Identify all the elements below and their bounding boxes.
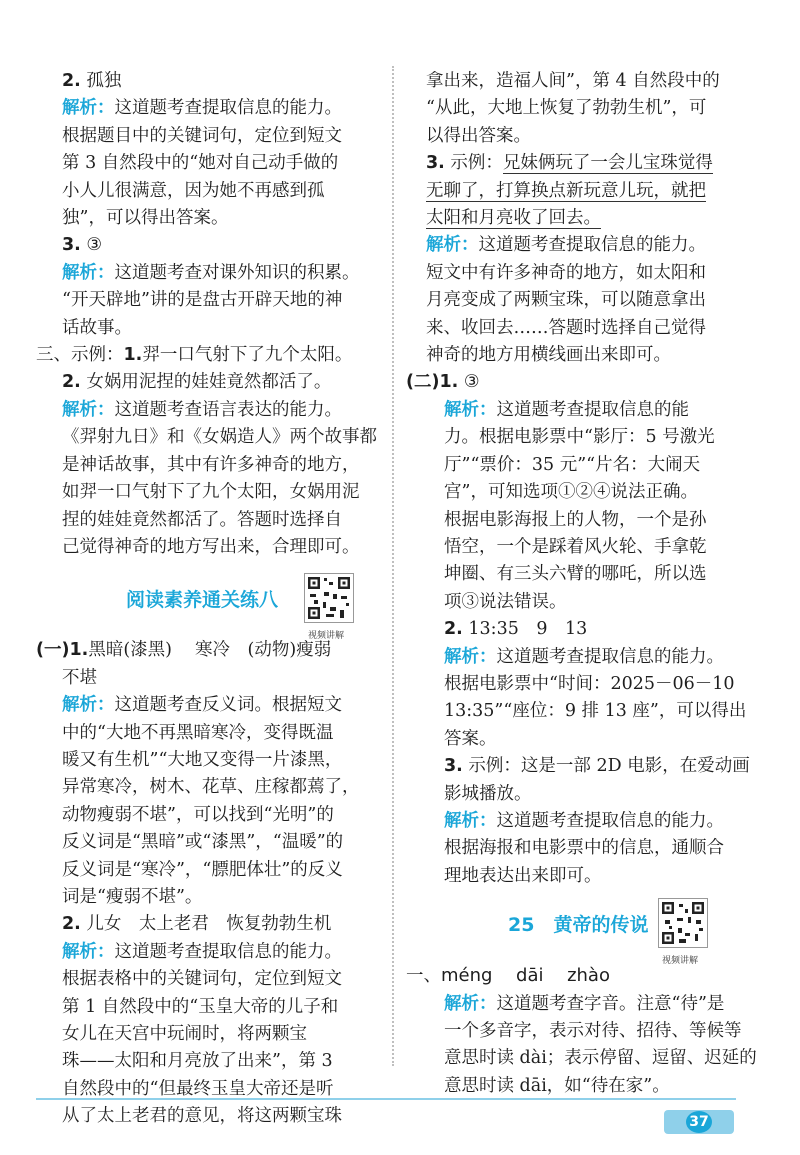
text-line: 一个多音字，表示对待、招待、等候等 xyxy=(444,1021,742,1041)
text-line: 影城播放。 xyxy=(444,783,532,804)
text-line: 意思时读 dài；表示停留、逗留、迟延的 xyxy=(444,1048,757,1069)
text-line: “开天辟地”讲的是盘古开辟天地的神 xyxy=(62,290,343,311)
text-line: 根据题目中的关键词句，定位到短文 xyxy=(62,125,342,146)
text-line: 答案。 xyxy=(444,728,497,749)
text-line: 拿出来，造福人间”，第 4 自然段中的 xyxy=(426,71,720,91)
text-line: 无聊了，打算换点新玩意儿玩，就把 xyxy=(426,180,706,201)
analysis-line: 解析：这道题考查字音。注意“待”是 xyxy=(444,993,725,1014)
analysis-line: 解析：这道题考查提取信息的能力。 xyxy=(426,235,706,256)
answer-line: 3. 示例：兄妹俩玩了一会儿宝珠觉得 xyxy=(426,153,713,174)
analysis-line: 解析：这道题考查提取信息的能力。 xyxy=(444,646,724,667)
text-line: 坤圈、有三头六臂的哪吒，所以选 xyxy=(444,564,707,585)
answer-line: 3. 示例：这是一部 2D 电影，在爱动画 xyxy=(444,756,750,777)
text-line: 项③说法错误。 xyxy=(444,591,567,612)
lesson-title: 25 黄帝的传说 xyxy=(508,914,649,937)
text-line: 第 3 自然段中的“她对自己动手做的 xyxy=(62,153,339,174)
text-line: 来、收回去……答题时选择自己觉得 xyxy=(426,317,706,338)
text-line: 13:35”“座位：9 排 13 座”，可以得出 xyxy=(444,701,747,722)
text-line: 己觉得神奇的地方写出来，合理即可。 xyxy=(62,536,360,557)
section-header xyxy=(36,573,381,642)
answer-line: 2. 13:35 9 13 xyxy=(444,619,588,640)
text-line: 第 1 自然段中的“玉皇大帝的儿子和 xyxy=(62,996,339,1017)
analysis-line: 解析：这道题考查语言表达的能力。 xyxy=(62,399,342,420)
analysis-line: 解析：这道题考查提取信息的能力。 xyxy=(62,941,342,962)
text-line: 暖又有生机”“大地又变得一片漆黑， xyxy=(62,749,343,770)
text-line: 厅”“票价：35 元”“片名：大闹天 xyxy=(444,454,701,475)
qr-label: 视频讲解 xyxy=(308,631,345,642)
analysis-line: 解析：这道题考查提取信息的能 xyxy=(444,399,689,420)
text-line: 词是“瘦弱不堪”。 xyxy=(62,886,203,907)
lesson-header xyxy=(418,898,768,967)
text-line: 中的“大地不再黑暗寒冷，变得既温 xyxy=(62,722,334,743)
answer-line: 2. 孤独 xyxy=(62,71,122,91)
text-line: 小人儿很满意，因为她不再感到孤 xyxy=(62,180,325,201)
text-line: 如羿一口气射下了九个太阳，女娲用泥 xyxy=(62,482,360,503)
text-line: “从此，大地上恢复了勃勃生机”，可 xyxy=(426,98,707,119)
answer-line: 3. ③ xyxy=(62,235,103,256)
text-line: 以得出答案。 xyxy=(426,125,531,146)
answer-line: 2. 儿女 太上老君 恢复勃勃生机 xyxy=(62,914,332,935)
text-line: 力。根据电影票中“影厅：5 号激光 xyxy=(444,427,715,448)
answer-line: (二)1. ③ xyxy=(406,372,480,393)
page-number-badge xyxy=(664,1110,734,1134)
text-line: 女儿在天宫中玩闹时，将两颗宝 xyxy=(62,1024,307,1044)
footer-rule xyxy=(36,1098,736,1100)
text-line: 太阳和月亮收了回去。 xyxy=(426,208,601,229)
section-title: 阅读素养通关练八 xyxy=(126,589,279,612)
text-line: 根据海报和电影票中的信息，通顺合 xyxy=(444,838,724,859)
text-line: 理地表达出来即可。 xyxy=(444,865,602,886)
text-line: 动物瘦弱不堪”，可以找到“光明”的 xyxy=(62,804,334,825)
text-line: 话故事。 xyxy=(62,317,132,338)
pinyin-answer-line: 一、méng dāi zhào xyxy=(406,965,610,987)
analysis-line: 解析：这道题考查对课外知识的积累。 xyxy=(62,262,360,283)
analysis-line: 解析：这道题考查提取信息的能力。 xyxy=(444,810,724,831)
text-line: 自然段中的“但最终玉皇大帝还是听 xyxy=(62,1078,334,1099)
text-line: 珠——太阳和月亮放了出来”，第 3 xyxy=(62,1051,333,1072)
text-line: 是神话故事，其中有许多神奇的地方， xyxy=(62,454,360,475)
text-line: 意思时读 dāi，如“待在家”。 xyxy=(444,1075,670,1096)
text-line: 从了太上老君的意见，将这两颗宝珠 xyxy=(62,1106,342,1127)
analysis-line: 解析：这道题考查提取信息的能力。 xyxy=(62,98,342,119)
text-line: 异常寒冷，树木、花草、庄稼都蔫了， xyxy=(62,777,360,798)
text-line: 短文中有许多神奇的地方，如太阳和 xyxy=(426,262,706,283)
text-line: 根据表格中的关键词句，定位到短文 xyxy=(62,969,342,990)
text-line: 神奇的地方用横线画出来即可。 xyxy=(426,345,671,366)
text-line: 独”，可以得出答案。 xyxy=(62,208,229,229)
answer-line: 2. 女娲用泥捏的娃娃竟然都活了。 xyxy=(62,372,332,393)
answer-line: (一)1.黑暗(漆黑) 寒冷 (动物)瘦弱 xyxy=(36,640,332,661)
text-line: 不堪 xyxy=(62,667,97,688)
text-line: 捏的娃娃竟然都活了。答题时选择自 xyxy=(62,509,342,530)
text-line: 反义词是“黑暗”或“漆黑”，“温暖”的 xyxy=(62,832,344,853)
analysis-line: 解析：这道题考查反义词。根据短文 xyxy=(62,695,342,716)
qr-code-icon[interactable] xyxy=(658,898,708,948)
page-number: 37 xyxy=(686,1111,712,1133)
text-line: 月亮变成了两颗宝珠，可以随意拿出 xyxy=(426,290,706,311)
left-column xyxy=(36,68,381,1131)
right-column xyxy=(406,68,768,1100)
text-line: 宫”，可知选项①②④说法正确。 xyxy=(444,482,698,503)
text-line: 根据电影海报上的人物，一个是孙 xyxy=(444,509,707,530)
qr-label: 视频讲解 xyxy=(662,956,699,967)
column-divider xyxy=(392,66,394,1066)
text-line: 《羿射九日》和《女娲造人》两个故事都 xyxy=(62,427,377,448)
qr-code-icon[interactable] xyxy=(304,573,354,623)
answer-line: 三、示例：1.羿一口气射下了九个太阳。 xyxy=(36,345,353,366)
text-line: 悟空，一个是踩着风火轮、手拿乾 xyxy=(444,536,707,557)
text-line: 根据电影票中“时间：2025－06－10 xyxy=(444,673,735,694)
text-line: 反义词是“寒冷”，“膘肥体壮”的反义 xyxy=(62,859,343,880)
